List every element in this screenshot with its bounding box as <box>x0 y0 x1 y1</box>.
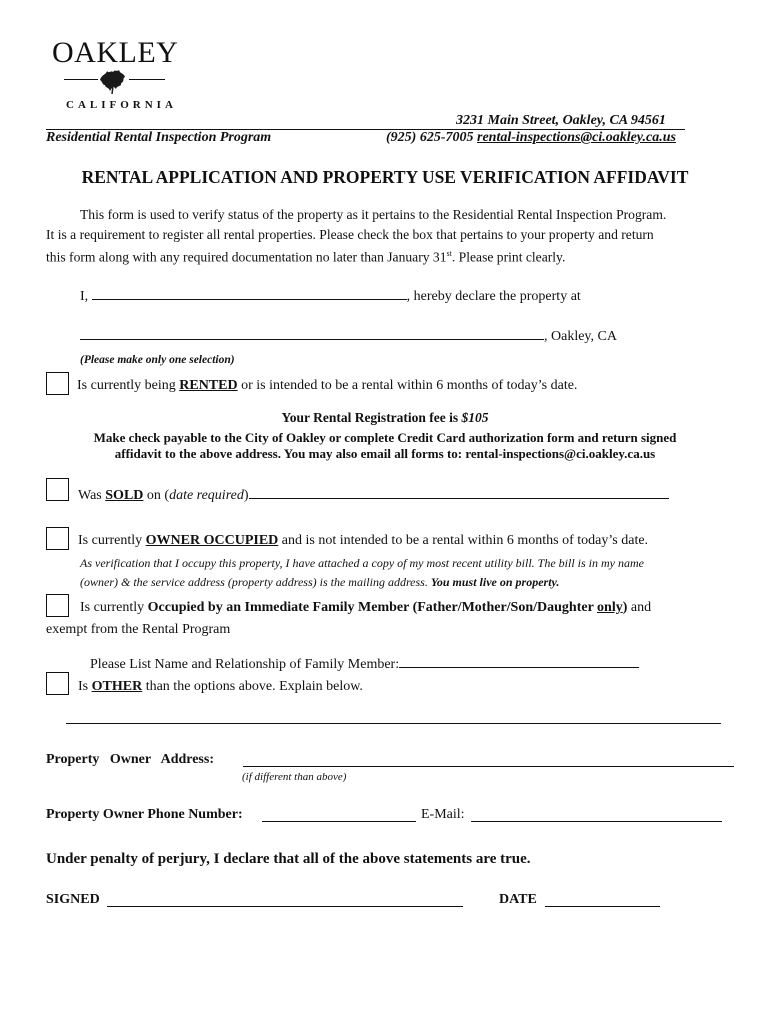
intro-line-3: this form along with any required documentation no later than January 31st. Please print clearly. <box>46 249 566 265</box>
owner-occupied-checkbox[interactable] <box>46 527 69 550</box>
owner-occupied-option: Is currently OWNER OCCUPIED and is not intended to be a rental within 6 months of today’s date. <box>78 533 649 548</box>
rented-checkbox[interactable] <box>46 372 69 395</box>
fee-line: Your Rental Registration fee is $105 <box>281 410 489 425</box>
header-phone: (925) 625-7005 <box>386 130 474 145</box>
logo-rule-left <box>64 79 98 80</box>
city-text: , Oakley, CA <box>544 329 617 344</box>
sold-option: Was SOLD on (date required) <box>78 484 669 504</box>
owner-note-1: As verification that I occupy this property, I have attached a copy of my most recent utility bill. The bill is in my name <box>80 556 644 570</box>
property-address-field[interactable] <box>80 325 544 340</box>
owner-phone-field[interactable] <box>262 821 416 822</box>
intro-paragraph <box>46 205 746 267</box>
declarant-label: I, <box>80 289 89 304</box>
owner-email-label: E-Mail: <box>421 807 465 822</box>
property-address-row <box>80 325 617 345</box>
fee-instructions-1: Make check payable to the City of Oakley or complete Credit Card authorization form and return signed <box>93 430 677 445</box>
other-option: Is OTHER than the options above. Explain below. <box>78 679 363 694</box>
date-field[interactable] <box>545 906 660 907</box>
header-address: 3231 Main Street, Oakley, CA 94561 <box>456 113 666 128</box>
header-email-link[interactable]: rental-inspections@ci.oakley.ca.us <box>477 130 676 145</box>
other-checkbox[interactable] <box>46 672 69 695</box>
family-list-row: Please List Name and Relationship of Family Member: <box>90 653 639 673</box>
signature-field[interactable] <box>107 906 463 907</box>
owner-address-field[interactable] <box>243 766 734 767</box>
program-name: Residential Rental Inspection Program <box>46 130 272 145</box>
sold-checkbox[interactable] <box>46 478 69 501</box>
city-logo-name: OAKLEY <box>52 36 179 69</box>
perjury-statement: Under penalty of perjury, I declare that all of the above statements are true. <box>46 851 531 867</box>
declare-text: , hereby declare the property at <box>406 289 581 304</box>
owner-phone-label: Property Owner Phone Number: <box>46 807 243 822</box>
logo-state-text: CALIFORNIA <box>66 99 177 111</box>
sold-date-field[interactable] <box>249 484 669 499</box>
declarant-row <box>80 285 581 305</box>
owner-email-field[interactable] <box>471 821 722 822</box>
selection-note: (Please make only one selection) <box>80 354 235 366</box>
page-title: RENTAL APPLICATION AND PROPERTY USE VERIFICATION AFFIDAVIT <box>81 167 689 187</box>
family-member-option: Is currently Occupied by an Immediate Family Member (Father/Mother/Son/Daughter only) and <box>80 600 652 615</box>
owner-address-note: (if different than above) <box>242 771 347 783</box>
family-member-field[interactable] <box>399 653 639 668</box>
signed-label: SIGNED <box>46 892 100 907</box>
owner-note-2: (owner) & the service address (property address) is the mailing address. You must live on property. <box>80 575 560 589</box>
logo-rule-right <box>129 79 165 80</box>
fee-instructions-2: affidavit to the above address. You may also email all forms to: rental-inspections@ci.oakley.ca.us <box>114 446 656 461</box>
intro-line-2: It is a requirement to register all rental properties. Please check the box that pertains to your property and return <box>46 226 654 242</box>
header-contact <box>386 130 676 146</box>
owner-address-label: Property Owner Address: <box>46 752 214 767</box>
date-label: DATE <box>499 892 537 907</box>
oak-leaf-icon <box>97 66 129 94</box>
declarant-name-field[interactable] <box>92 285 407 300</box>
family-member-line-2: exempt from the Rental Program <box>46 622 231 637</box>
intro-line-1: This form is used to verify status of the property as it pertains to the Residential Rental Inspection Program. <box>80 207 667 222</box>
family-member-checkbox[interactable] <box>46 594 69 617</box>
other-explain-field[interactable] <box>66 723 721 724</box>
rented-option: Is currently being RENTED or is intended to be a rental within 6 months of today’s date. <box>77 378 578 393</box>
